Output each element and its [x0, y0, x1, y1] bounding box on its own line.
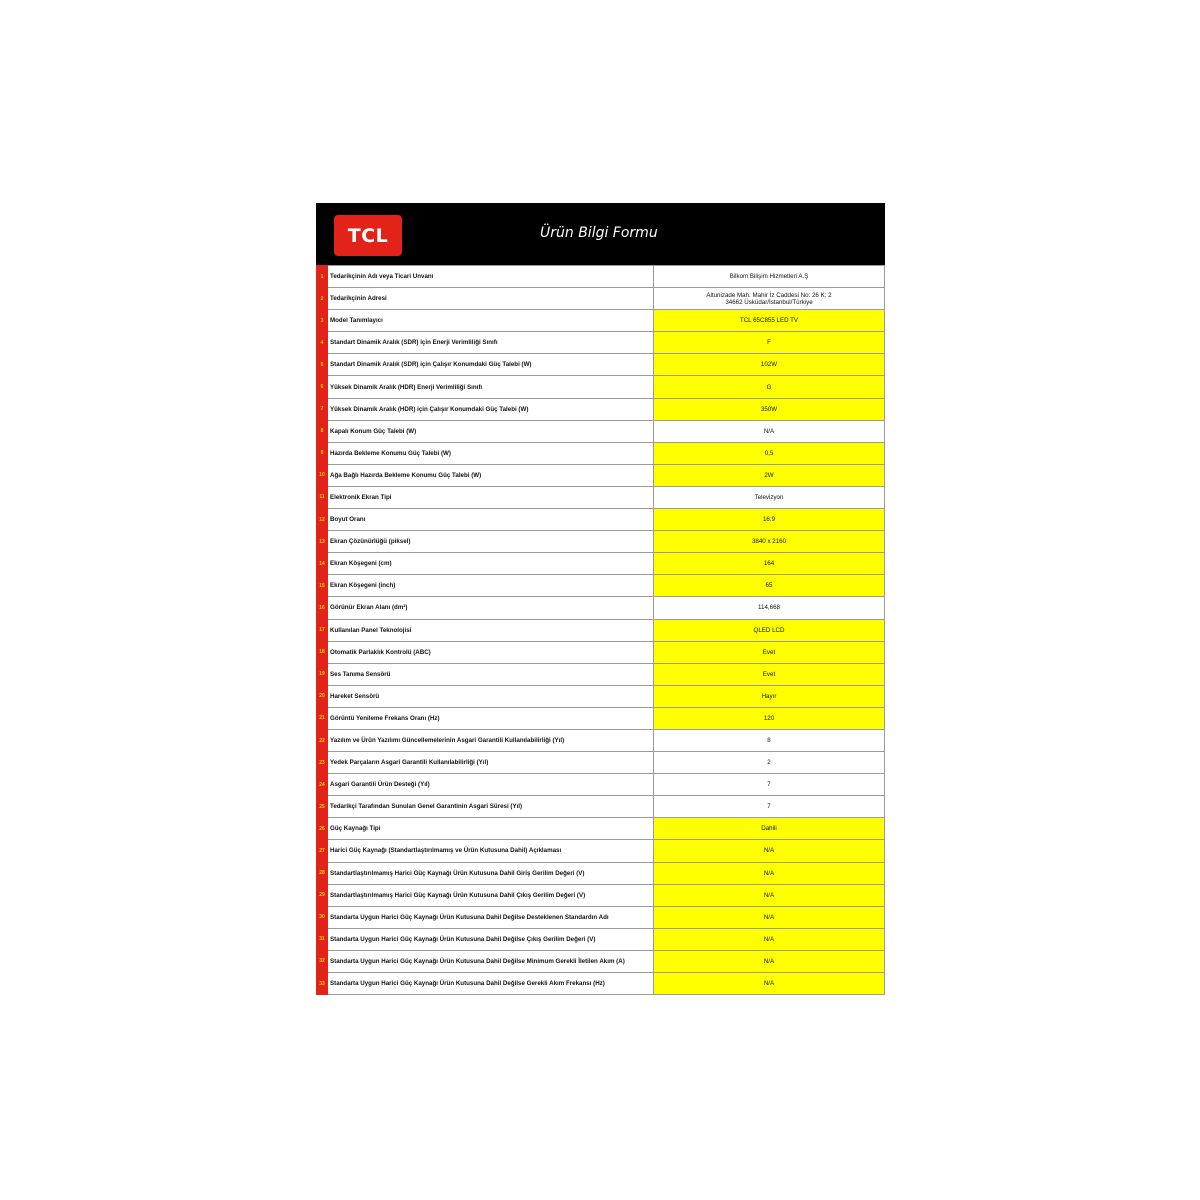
- row-value: Televizyon: [654, 486, 885, 508]
- row-number: 7: [317, 398, 328, 420]
- table-row: [317, 354, 885, 376]
- table-row: [317, 840, 885, 862]
- table-row: [317, 597, 885, 619]
- row-value: N/A: [654, 840, 885, 862]
- table-row: [317, 332, 885, 354]
- row-value: TCL 65C855 LED TV: [654, 310, 885, 332]
- row-label: Standarta Uygun Harici Güç Kaynağı Ürün Kutusuna Dahil Değilse Desteklenen Standardın Adı: [328, 906, 654, 928]
- row-label: Yüksek Dinamik Aralık (HDR) için Çalışır Konumdaki Güç Talebi (W): [328, 398, 654, 420]
- row-number: 21: [317, 707, 328, 729]
- row-number: 20: [317, 685, 328, 707]
- row-value: 2: [654, 752, 885, 774]
- row-number: 14: [317, 553, 328, 575]
- row-value: 114,668: [654, 597, 885, 619]
- row-number: 24: [317, 774, 328, 796]
- row-number: 13: [317, 531, 328, 553]
- row-label: Görüntü Yenileme Frekans Oranı (Hz): [328, 707, 654, 729]
- table-row: [317, 928, 885, 950]
- row-label: Harici Güç Kaynağı (Standartlaştırılmamış ve Ürün Kutusuna Dahil) Açıklaması: [328, 840, 654, 862]
- row-label: Boyut Oranı: [328, 509, 654, 531]
- row-number: 16: [317, 597, 328, 619]
- row-label: Standarta Uygun Harici Güç Kaynağı Ürün Kutusuna Dahil Değilse Minimum Gerekli İletilen Akım (A): [328, 950, 654, 972]
- table-row: [317, 509, 885, 531]
- row-label: Ağa Bağlı Hazırda Bekleme Konumu Güç Talebi (W): [328, 464, 654, 486]
- row-label: Yedek Parçaların Asgari Garantili Kullanılabilirliği (Yıl): [328, 752, 654, 774]
- table-row: [317, 884, 885, 906]
- row-label: Güç Kaynağı Tipi: [328, 818, 654, 840]
- row-value: 7: [654, 796, 885, 818]
- row-label: Model Tanımlayıcı: [328, 310, 654, 332]
- row-value: QLED LCD: [654, 619, 885, 641]
- row-label: Asgari Garantili Ürün Desteği (Yıl): [328, 774, 654, 796]
- row-number: 17: [317, 619, 328, 641]
- row-value: 8: [654, 729, 885, 751]
- row-label: Hazırda Bekleme Konumu Güç Talebi (W): [328, 442, 654, 464]
- row-label: Tedarikçinin Adı veya Ticari Unvanı: [328, 266, 654, 288]
- table-row: [317, 818, 885, 840]
- sheet-title: Ürün Bilgi Formu: [540, 225, 658, 241]
- table-row: [317, 553, 885, 575]
- row-label: Tedarikçi Tarafından Sunulan Genel Garantinin Asgari Süresi (Yıl): [328, 796, 654, 818]
- row-number: 1: [317, 266, 328, 288]
- table-row: [317, 420, 885, 442]
- table-row: [317, 796, 885, 818]
- row-number: 3: [317, 310, 328, 332]
- table-row: [317, 906, 885, 928]
- row-number: 22: [317, 729, 328, 751]
- row-label: Ekran Köşegeni (inch): [328, 575, 654, 597]
- row-label: Standartlaştırılmamış Harici Güç Kaynağı Ürün Kutusuna Dahil Giriş Gerilim Değeri (V): [328, 862, 654, 884]
- row-label: Otomatik Parlaklık Kontrolü (ABC): [328, 641, 654, 663]
- row-value: N/A: [654, 950, 885, 972]
- row-number: 33: [317, 973, 328, 995]
- row-value: Evet: [654, 663, 885, 685]
- row-number: 2: [317, 288, 328, 310]
- row-number: 9: [317, 442, 328, 464]
- row-label: Kapalı Konum Güç Talebi (W): [328, 420, 654, 442]
- table-row: [317, 973, 885, 995]
- table-row: [317, 862, 885, 884]
- row-value: N/A: [654, 862, 885, 884]
- row-value: F: [654, 332, 885, 354]
- row-value: 2W: [654, 464, 885, 486]
- row-value: Evet: [654, 641, 885, 663]
- row-number: 26: [317, 818, 328, 840]
- row-value: G: [654, 376, 885, 398]
- table-row: [317, 288, 885, 310]
- row-number: 29: [317, 884, 328, 906]
- table-row: [317, 950, 885, 972]
- row-value: N/A: [654, 928, 885, 950]
- row-label: Ekran Çözünürlüğü (piksel): [328, 531, 654, 553]
- row-label: Standart Dinamik Aralık (SDR) için Çalışır Konumdaki Güç Talebi (W): [328, 354, 654, 376]
- row-value: [654, 288, 885, 310]
- table-row: [317, 531, 885, 553]
- row-value: 7: [654, 774, 885, 796]
- row-value: 350W: [654, 398, 885, 420]
- table-row: [317, 729, 885, 751]
- row-value: 0,5: [654, 442, 885, 464]
- row-value: Hayır: [654, 685, 885, 707]
- table-row: [317, 486, 885, 508]
- row-number: 6: [317, 376, 328, 398]
- table-row: [317, 641, 885, 663]
- row-number: 15: [317, 575, 328, 597]
- row-value: 120: [654, 707, 885, 729]
- row-value: 65: [654, 575, 885, 597]
- row-value: 3840 x 2160: [654, 531, 885, 553]
- row-number: 4: [317, 332, 328, 354]
- table-row: [317, 707, 885, 729]
- sheet-header: [316, 203, 885, 265]
- table-row: [317, 663, 885, 685]
- row-number: 10: [317, 464, 328, 486]
- row-label: Yüksek Dinamik Aralık (HDR) Enerji Verimliliği Sınıfı: [328, 376, 654, 398]
- row-value: 102W: [654, 354, 885, 376]
- row-label: Standarta Uygun Harici Güç Kaynağı Ürün Kutusuna Dahil Değilse Çıkış Gerilim Değeri (V): [328, 928, 654, 950]
- row-number: 19: [317, 663, 328, 685]
- tcl-logo: TCL: [334, 215, 402, 256]
- row-value: N/A: [654, 973, 885, 995]
- row-label: Standartlaştırılmamış Harici Güç Kaynağı Ürün Kutusuna Dahil Çıkış Gerilim Değeri (V): [328, 884, 654, 906]
- row-value: N/A: [654, 884, 885, 906]
- row-label: Standarta Uygun Harici Güç Kaynağı Ürün Kutusuna Dahil Değilse Gerekli Akım Frekansı (Hz): [328, 973, 654, 995]
- row-label: Kullanılan Panel Teknolojisi: [328, 619, 654, 641]
- row-number: 8: [317, 420, 328, 442]
- row-number: 27: [317, 840, 328, 862]
- row-label: Standart Dinamik Aralık (SDR) için Enerji Verimliliği Sınıfı: [328, 332, 654, 354]
- row-label: Ses Tanıma Sensörü: [328, 663, 654, 685]
- row-number: 32: [317, 950, 328, 972]
- table-row: [317, 575, 885, 597]
- row-number: 25: [317, 796, 328, 818]
- table-row: [317, 774, 885, 796]
- row-value-line: Altunizade Mah. Mahir İz Caddesi No: 26 K: 2: [706, 291, 832, 299]
- table-row: [317, 398, 885, 420]
- row-number: 28: [317, 862, 328, 884]
- row-value: Bilkom Bilişim Hizmetleri A.Ş: [654, 266, 885, 288]
- table-row: [317, 376, 885, 398]
- table-row: [317, 310, 885, 332]
- row-value-line: 34662 Üsküdar/İstanbul/Türkiye: [725, 298, 813, 306]
- product-info-sheet: [316, 203, 885, 995]
- product-info-table: [316, 265, 885, 995]
- row-value: N/A: [654, 906, 885, 928]
- table-row: [317, 442, 885, 464]
- row-label: Görünür Ekran Alanı (dm²): [328, 597, 654, 619]
- row-value: 164: [654, 553, 885, 575]
- row-value: N/A: [654, 420, 885, 442]
- row-number: 12: [317, 509, 328, 531]
- row-number: 18: [317, 641, 328, 663]
- table-row: [317, 266, 885, 288]
- row-number: 30: [317, 906, 328, 928]
- table-row: [317, 752, 885, 774]
- row-value: 16:9: [654, 509, 885, 531]
- row-label: Elektronik Ekran Tipi: [328, 486, 654, 508]
- table-row: [317, 685, 885, 707]
- row-number: 23: [317, 752, 328, 774]
- row-number: 5: [317, 354, 328, 376]
- table-row: [317, 464, 885, 486]
- row-value: Dahili: [654, 818, 885, 840]
- row-label: Hareket Sensörü: [328, 685, 654, 707]
- table-row: [317, 619, 885, 641]
- row-label: Tedarikçinin Adresi: [328, 288, 654, 310]
- row-number: 11: [317, 486, 328, 508]
- row-number: 31: [317, 928, 328, 950]
- row-label: Yazılım ve Ürün Yazılımı Güncellemelerinin Asgari Garantili Kullanılabilirliği (Yıl): [328, 729, 654, 751]
- row-label: Ekran Köşegeni (cm): [328, 553, 654, 575]
